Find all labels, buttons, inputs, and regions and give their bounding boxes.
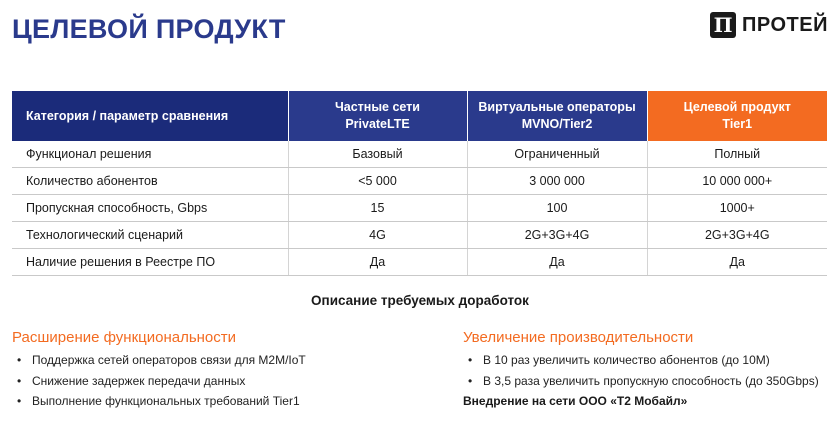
- performance-heading: Увеличение производительности: [463, 329, 694, 346]
- row-label: Пропускная способность, Gbps: [12, 195, 288, 222]
- bullet-icon: •: [468, 373, 473, 388]
- bullet-icon: •: [17, 373, 22, 388]
- logo-pi-icon: П: [710, 12, 736, 38]
- header-private-lte-line1: Частные сети: [334, 100, 420, 114]
- cell-mvno: Ограниченный: [467, 141, 647, 168]
- functionality-heading: Расширение функциональности: [12, 329, 237, 346]
- cell-private-lte: Да: [288, 249, 467, 276]
- page-title: ЦЕЛЕВОЙ ПРОДУКТ: [12, 14, 286, 44]
- header-target-line1: Целевой продукт: [683, 100, 791, 114]
- list-item-text: В 3,5 раза увеличить пропускную способность (до 350Gbps): [483, 373, 819, 388]
- cell-private-lte: 15: [288, 195, 467, 222]
- logo-text: ПРОТЕЙ: [742, 13, 828, 36]
- row-label: Количество абонентов: [12, 168, 288, 195]
- header-target-product: [647, 91, 827, 141]
- description-title: Описание требуемых доработок: [311, 293, 529, 308]
- cell-mvno: Да: [467, 249, 647, 276]
- list-item-text: В 10 раз увеличить количество абонентов (до 10M): [483, 353, 770, 367]
- bullet-icon: •: [17, 394, 22, 408]
- functionality-list: [12, 350, 442, 412]
- cell-target: 10 000 000+: [647, 168, 827, 195]
- row-label: Технологический сценарий: [12, 222, 288, 249]
- list-item: [463, 350, 833, 371]
- table-header-row: [12, 91, 827, 141]
- cell-private-lte: Базовый: [288, 141, 467, 168]
- list-item: [463, 371, 833, 392]
- header-private-lte-line2: PrivateLTE: [345, 117, 410, 131]
- header-mvno-line1: Виртуальные операторы: [478, 100, 636, 114]
- header-category: [12, 91, 288, 141]
- table-row: [12, 249, 827, 276]
- list-item: [12, 371, 442, 392]
- cell-mvno: 3 000 000: [467, 168, 647, 195]
- implementation-note: Внедрение на сети ООО «T2 Мобайл»: [463, 394, 688, 408]
- cell-private-lte: <5 000: [288, 168, 467, 195]
- list-item: [12, 350, 442, 371]
- bullet-icon: •: [17, 353, 22, 367]
- header-category-label: Категория / параметр сравнения: [26, 108, 229, 123]
- header-private-lte: [288, 91, 467, 141]
- company-logo: [710, 10, 828, 40]
- performance-list: [463, 350, 833, 391]
- list-item-text: Поддержка сетей операторов связи для M2M/IoT: [32, 353, 306, 367]
- row-label: Функционал решения: [12, 141, 288, 168]
- cell-target: Да: [647, 249, 827, 276]
- table-row: [12, 168, 827, 195]
- bullet-icon: •: [468, 353, 473, 367]
- performance-block: [463, 329, 833, 411]
- cell-target: 1000+: [647, 195, 827, 222]
- header-mvno: [467, 91, 647, 141]
- row-label: Наличие решения в Реестре ПО: [12, 249, 288, 276]
- functionality-block: [12, 329, 442, 412]
- header-mvno-line2: MVNO/Tier2: [521, 117, 593, 131]
- comparison-table: [12, 91, 827, 276]
- list-item: [12, 391, 442, 412]
- list-item-text: Снижение задержек передачи данных: [32, 373, 246, 388]
- cell-private-lte: 4G: [288, 222, 467, 249]
- table-row: [12, 141, 827, 168]
- cell-mvno: 100: [467, 195, 647, 222]
- list-item-text: Выполнение функциональных требований Tier1: [32, 394, 300, 408]
- table-row: [12, 222, 827, 249]
- cell-target: 2G+3G+4G: [647, 222, 827, 249]
- table-row: [12, 195, 827, 222]
- cell-mvno: 2G+3G+4G: [467, 222, 647, 249]
- header-target-line2: Tier1: [722, 117, 753, 131]
- cell-target: Полный: [647, 141, 827, 168]
